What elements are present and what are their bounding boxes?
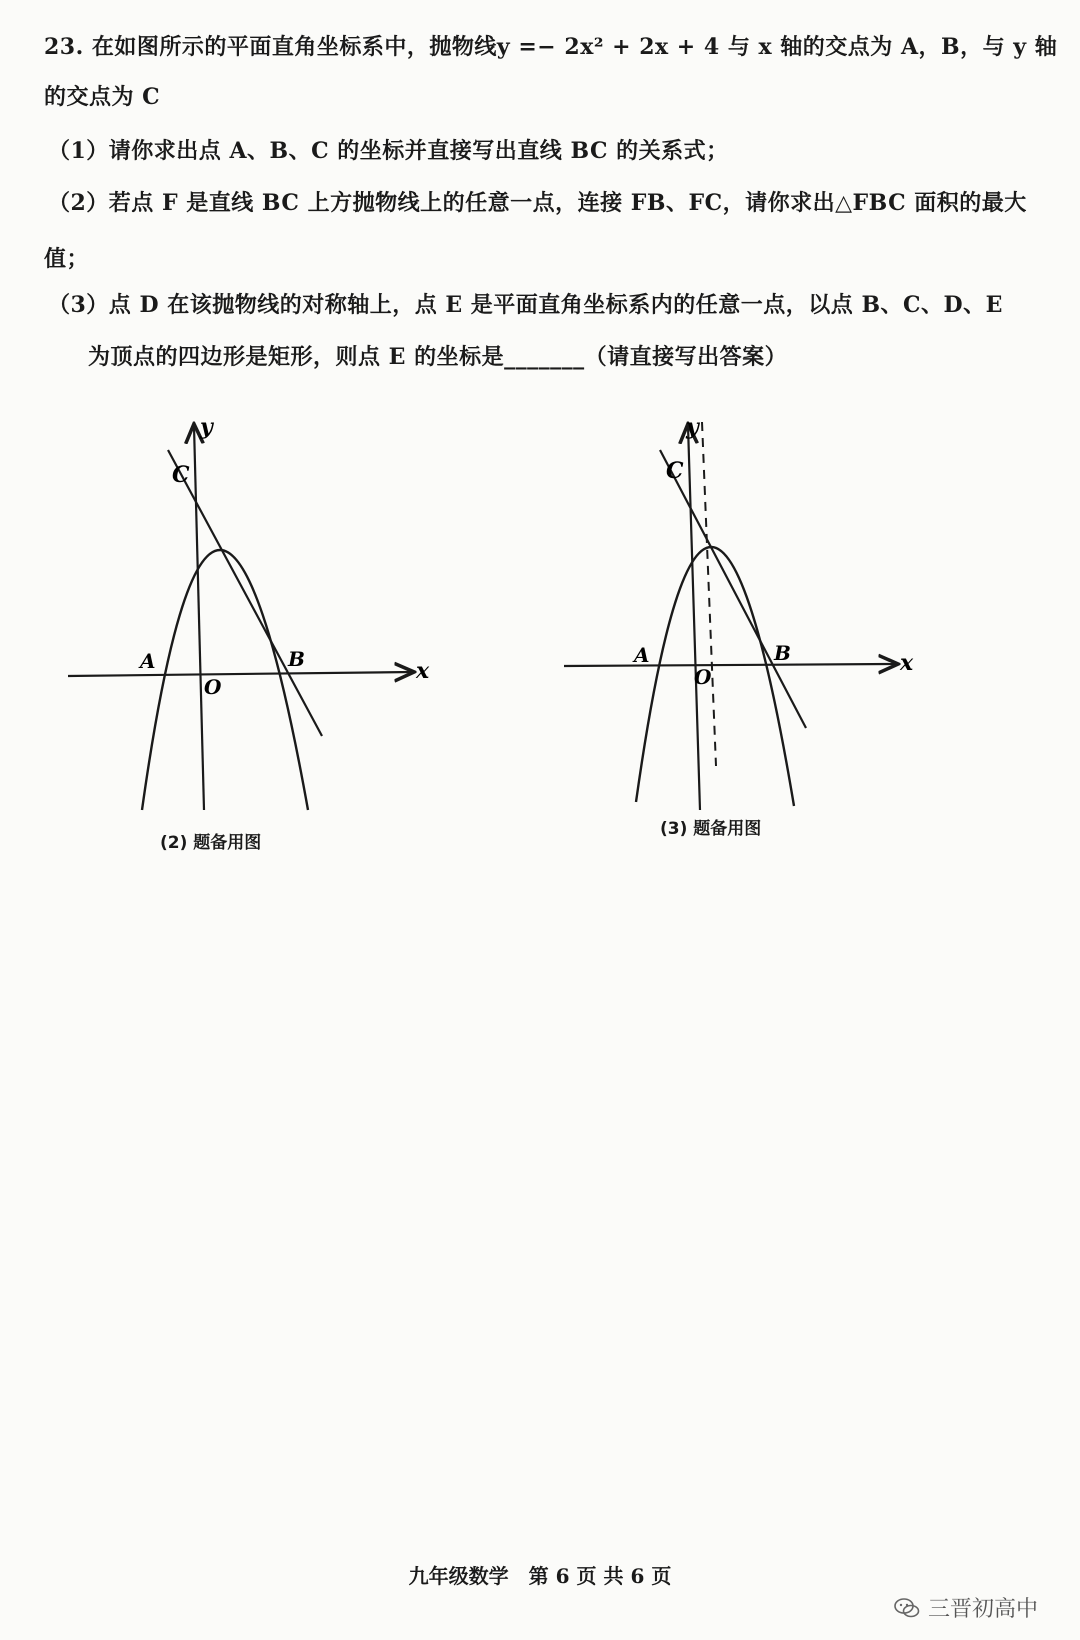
y-axis-label: y [686,414,699,440]
part-3-continued: 为顶点的四边形是矩形，则点 E 的坐标是_______（请直接写出答案） [88,344,788,370]
y-axis [688,426,700,810]
point-a-label: A [634,643,650,667]
figure-2-caption: (2) 题备用图 [160,833,262,853]
line-bc [660,450,806,728]
y-axis-label: y [200,414,213,440]
watermark-text: 三晋初高中 [927,1597,1038,1622]
figure-2-svg [60,410,440,830]
y-axis [194,426,204,810]
page-footer: 九年级数学 第 6 页 共 6 页 [408,1564,672,1588]
wechat-icon [894,1598,920,1618]
origin-label: O [694,665,712,689]
origin-label: O [204,675,222,699]
figure-3-svg [560,410,940,830]
x-axis [564,664,896,666]
part-1-text: （1）请你求出点 A、B、C 的坐标并直接写出直线 BC 的关系式； [48,138,729,164]
figure-2-backup [60,410,440,834]
x-axis-label: x [900,650,914,676]
part-3-text: （3）点 D 在该抛物线的对称轴上，点 E 是平面直角坐标系内的任意一点，以点 B、C、D、E [48,292,1003,318]
problem-line-2: 的交点为 C [44,84,161,110]
point-a-label: A [140,649,156,673]
parabola [142,550,308,810]
symmetry-axis [702,422,716,766]
line-bc [168,450,322,736]
problem-line-1: 23. 在如图所示的平面直角坐标系中，抛物线y =− 2x² + 2x + 4 与 x 轴的交点为 A，B，与 y 轴 [44,34,1058,60]
watermark [894,1592,1038,1623]
point-b-label: B [288,647,305,671]
figure-3-backup [560,410,940,834]
x-axis-label: x [416,658,430,684]
x-axis [68,672,412,676]
part-2-continued: 值； [44,246,90,272]
point-c-label: C [666,458,684,484]
parabola [636,547,794,806]
point-c-label: C [172,462,190,488]
point-b-label: B [774,641,791,665]
figure-3-caption: (3) 题备用图 [660,819,762,839]
part-2-text: （2）若点 F 是直线 BC 上方抛物线上的任意一点，连接 FB、FC，请你求出△FBC 面积的最大 [48,190,1027,216]
